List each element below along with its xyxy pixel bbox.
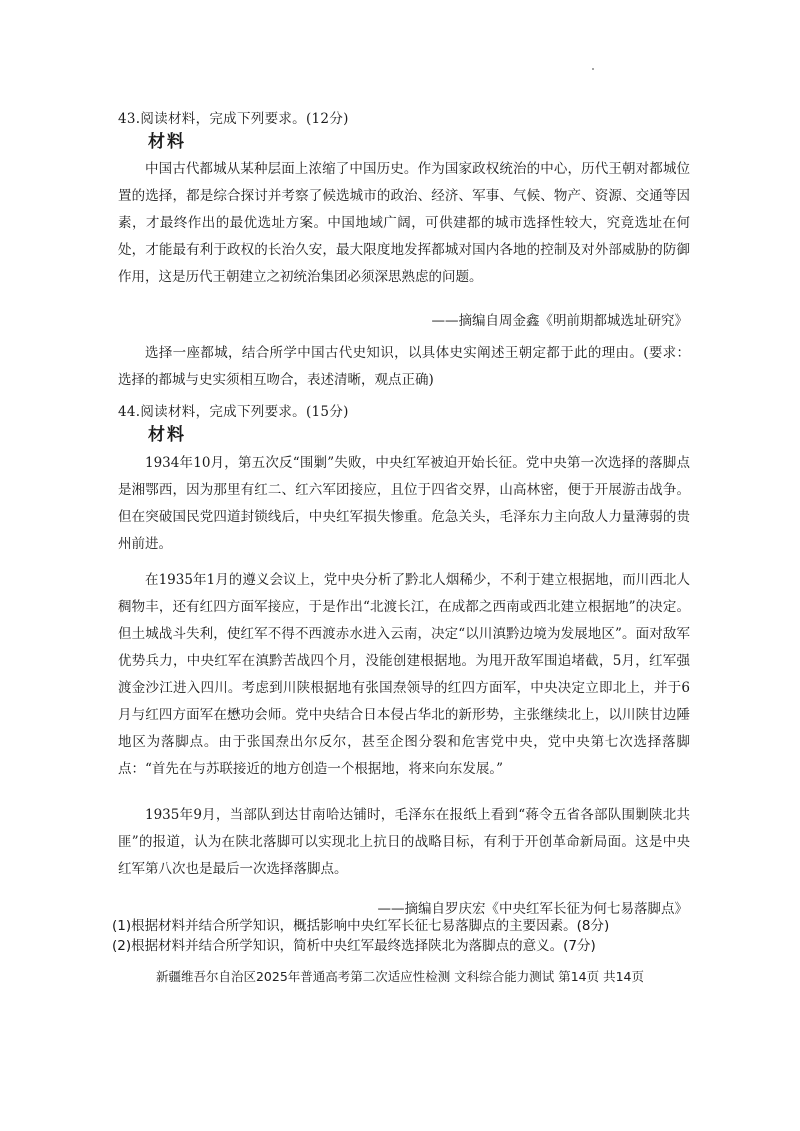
- question-43-task: 选择一座都城，结合所学中国古代史知识，以具体史实阐述王朝定都于此的理由。(要求：选择的都城与史实须相互吻合，表述清晰，观点正确): [118, 345, 690, 388]
- scan-speck: [592, 68, 594, 70]
- question-44-subquestion-2: (2)根据材料并结合所学知识，简析中央红军最终选择陕北为落脚点的意义。(7分): [112, 938, 596, 954]
- question-43-source: ——摘编自周金鑫《明前期都城选址研究》: [431, 313, 688, 329]
- question-44-subquestion-1: (1)根据材料并结合所学知识，概括影响中央红军长征七易落脚点的主要因素。(8分): [112, 918, 610, 934]
- question-44-paragraph-2: 在1935年1月的遵义会议上，党中央分析了黔北人烟稀少，不利于建立根据地，而川西北人稠物丰，还有红四方面军接应，于是作出“北渡长江，在成都之西南或西北建立根据地”的决定。但土城战斗失利，使红军不得不西渡赤水进入云南，决定“以川滇黔边境为发展地区”。面对敌军优势兵力，中央红军在滇黔苦战四个月，没能创建根据地。为甩开敌军围追堵截，5月，红军强渡金沙江进入四川。考虑到川陕根据地有张国焘领导的红四方面军，中央决定立即北上，并于6月与红四方面军在懋功会师。党中央结合日本侵占华北的新形势，主张继续北上，以川陕甘边陲地区为落脚点。由于张国焘出尔反尔，甚至企图分裂和危害党中央，党中央第七次选择落脚点：“首先在与苏联接近的地方创造一个根据地，将来向东发展。”: [118, 572, 690, 777]
- question-44-material-label: 材料: [148, 425, 186, 445]
- question-44-heading: 44.阅读材料，完成下列要求。(15分): [118, 404, 349, 420]
- page-footer: 新疆维吾尔自治区2025年普通高考第二次适应性检测 文科综合能力测试 第14页 共14页: [155, 969, 645, 984]
- question-43-material-label: 材料: [148, 132, 186, 152]
- question-43-material-paragraph: 中国古代都城从某种层面上浓缩了中国历史。作为国家政权统治的中心，历代王朝对都城位置的选择，都是综合探讨并考察了候选城市的政治、经济、军事、气候、物产、资源、交通等因素，才最终作出的最优选址方案。中国地域广阔，可供建都的城市选择性较大，究竟选址在何处，才能最有利于政权的长治久安，最大限度地发挥都城对国内各地的控制及对外部威胁的防御作用，这是历代王朝建立之初统治集团必须深思熟虑的问题。: [118, 161, 690, 285]
- question-44-paragraph-1: 1934年10月，第五次反“围剿”失败，中央红军被迫开始长征。党中央第一次选择的落脚点是湘鄂西，因为那里有红二、红六军团接应，且位于四省交界，山高林密，便于开展游击战争。但在突破国民党四道封锁线后，中央红军损失惨重。危急关头，毛泽东力主向敌人力量薄弱的贵州前进。: [118, 455, 690, 552]
- question-44-paragraph-3: 1935年9月，当部队到达甘南哈达铺时，毛泽东在报纸上看到“蒋令五省各部队围剿陕北共匪”的报道，认为在陕北落脚可以实现北上抗日的战略目标，有利于开创革命新局面。这是中央红军第八次也是最后一次选择落脚点。: [118, 807, 690, 877]
- question-44-source: ——摘编自罗庆宏《中央红军长征为何七易落脚点》: [377, 901, 688, 917]
- question-43-heading: 43.阅读材料，完成下列要求。(12分): [118, 111, 349, 127]
